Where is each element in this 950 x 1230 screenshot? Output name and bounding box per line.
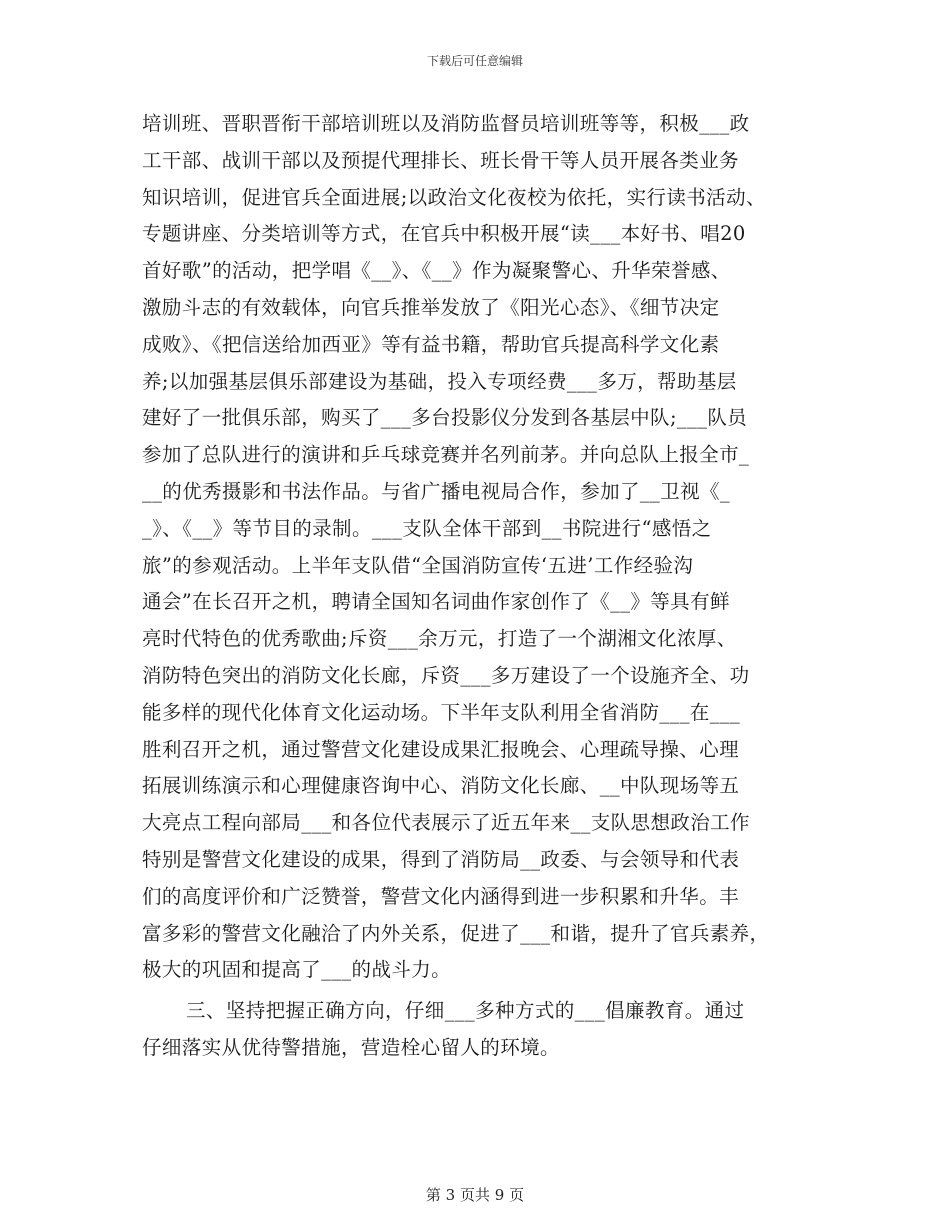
body-line: 拓展训练演示和心理健康咨询中心、消防文化长廊、__中队现场等五 (142, 774, 740, 798)
body-line: 消防特色突出的消防文化长廊，斥资___多万建设了一个设施齐全、功 (142, 663, 750, 687)
page-number: 第 3 页共 9 页 (425, 1186, 525, 1204)
body-line: 们的高度评价和广泛赞誉，警营文化内涵得到进一步积累和升华。丰 (142, 884, 740, 908)
document-body (142, 106, 832, 1067)
body-line: 建好了一批俱乐部，购买了___多台投影仪分发到各基层中队;___队员 (142, 406, 748, 430)
body-line: 大亮点工程向部局___和各位代表展示了近五年来__支队思想政治工作 (142, 811, 750, 835)
body-line: 通会”在长召开之机，聘请全国知名词曲作家创作了《__》等具有鲜 (142, 590, 730, 614)
page-header: 下载后可任意编辑 (426, 54, 523, 68)
body-line: 成败》、《把信送给加西亚》等有益书籍，帮助官兵提高科学文化素 (142, 332, 720, 356)
body-line: 养;以加强基层俱乐部建设为基础，投入专项经费___多万，帮助基层 (142, 369, 737, 393)
section-three-heading: 三、坚持把握正确方向，仔细___多种方式的___倡廉教育。通过 (186, 999, 745, 1023)
body-line: 知识培训，促进官兵全面进展;以政治文化夜校为依托，实行读书活动、 (142, 185, 766, 209)
body-line: 参加了总队进行的演讲和乒乓球竞赛并名列前茅。并向总队上报全市_ (142, 443, 750, 467)
body-line: 胜利召开之机，通过警营文化建设成果汇报晚会、心理疏导操、心理 (142, 737, 740, 761)
body-line: 富多彩的警营文化融洽了内外关系，促进了___和谐，提升了官兵素养， (142, 921, 770, 945)
body-line: 专题讲座、分类培训等方式，在官兵中积极开展“读___本好书、唱20 (142, 222, 746, 246)
body-line: 旅”的参观活动。上半年支队借“全国消防宣传‘五进’工作经验沟 (142, 553, 694, 577)
section-three-line: 仔细落实从优待警措施，营造栓心留人的环境。 (142, 1035, 560, 1059)
body-line: _》、《__》等节目的录制。___支队全体干部到__书院进行“感悟之 (142, 516, 712, 540)
body-line: 激励斗志的有效载体，向官兵推举发放了《阳光心态》、《细节决定 (142, 295, 720, 319)
body-line: 首好歌”的活动，把学唱《__》、《__》作为凝聚警心、升华荣誉感、 (142, 259, 731, 283)
body-line: 亮时代特色的优秀歌曲;斥资___余万元，打造了一个湖湘文化浓厚、 (142, 627, 737, 651)
body-line: 极大的巩固和提高了___的战斗力。 (142, 958, 452, 982)
body-line: 能多样的现代化体育文化运动场。下半年支队利用全省消防___在___ (142, 700, 741, 724)
body-line: 特别是警营文化建设的成果，得到了消防局__政委、与会领导和代表 (142, 847, 740, 871)
body-line: 培训班、晋职晋衔干部培训班以及消防监督员培训班等等，积极___政 (142, 112, 750, 135)
body-line: 工干部、战训干部以及预提代理排长、班长骨干等人员开展各类业务 (142, 148, 740, 172)
body-line: __的优秀摄影和书法作品。与省广播电视局合作，参加了__卫视《_ (142, 479, 731, 503)
